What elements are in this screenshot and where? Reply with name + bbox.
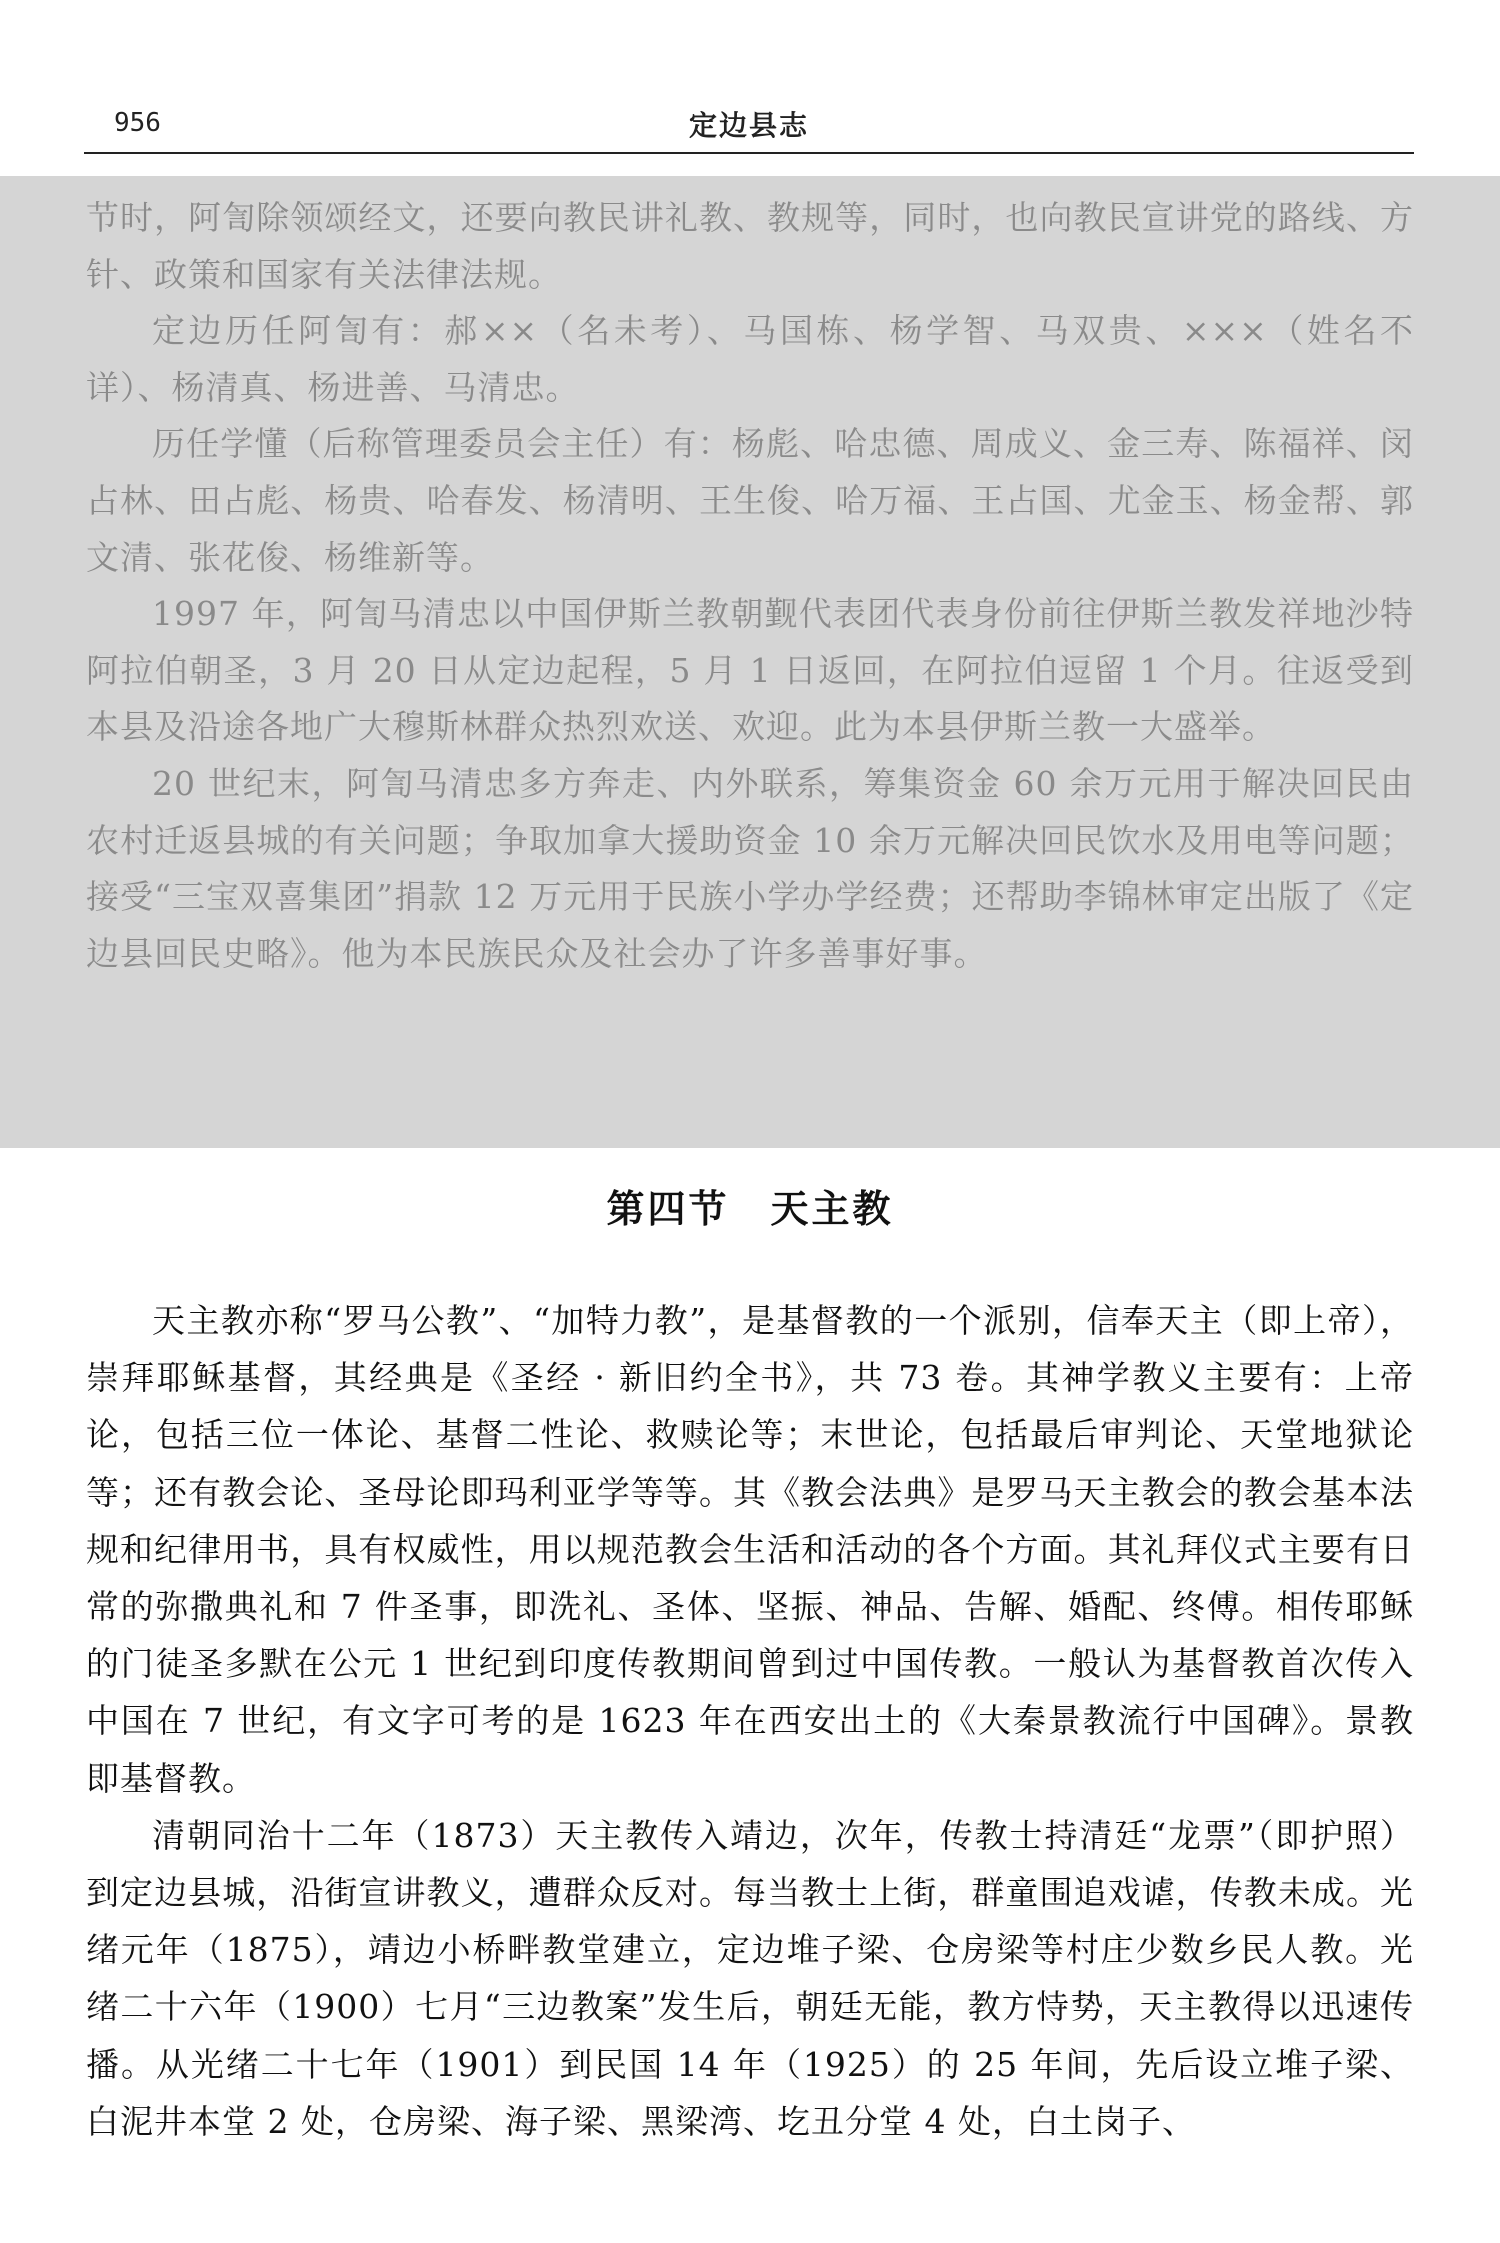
shaded-paragraph: 20 世纪末，阿訇马清忠多方奔走、内外联系，筹集资金 60 余万元用于解决回民由农村迁返县城的有关问题；争取加拿大援助资金 10 余万元解决回民饮水及用电等问题；接受“三宝双喜集团”捐款 12 万元用于民族小学办学经费；还帮助李锦林审定出版了《定边县回民史略》。他为本民族民众及社会办了许多善事好事。: [86, 763, 1414, 973]
book-title: 定边县志: [688, 109, 809, 142]
section-heading: 第四节 天主教: [606, 1187, 894, 1231]
body-paragraph: 清朝同治十二年（1873）天主教传入靖边，次年，传教士持清廷“龙票”（即护照）到定边县城，沿街宣讲教义，遭群众反对。每当教士上街，群童围追戏谑，传教未成。光绪元年（1875），靖边小桥畔教堂建立，定边堆子梁、仓房梁等村庄少数乡民人教。光绪二十六年（1900）七月“三边教案”发生后，朝廷无能，教方恃势，天主教得以迅速传播。从光绪二十七年（1901）到民国 14 年（1925）的 25 年间，先后设立堆子梁、白泥井本堂 2 处，仓房梁、海子梁、黑梁湾、圪丑分堂 4 处，白土岗子、: [86, 1815, 1414, 2141]
shaded-passage: [0, 176, 1500, 1148]
shaded-passage-text: [86, 190, 1414, 982]
body-paragraph: 天主教亦称“罗马公教”、“加特力教”，是基督教的一个派别，信奉天主（即上帝），崇拜耶稣基督，其经典是《圣经 · 新旧约全书》，共 73 卷。其神学教义主要有：上帝论，包括三位一体论、基督二性论、救赎论等；末世论，包括最后审判论、天堂地狱论等；还有教会论、圣母论即玛利亚学等等。其《教会法典》是罗马天主教会的教会基本法规和纪律用书，具有权威性，用以规范教会生活和活动的各个方面。其礼拜仪式主要有日常的弥撒典礼和 7 件圣事，即洗礼、圣体、坚振、神品、告解、婚配、终傅。相传耶稣的门徒圣多默在公元 1 世纪到印度传教期间曾到过中国传教。一般认为基督教首次传入中国在 7 世纪，有文字可考的是 1623 年在西安出土的《大秦景教流行中国碑》。景教即基督教。: [86, 1301, 1414, 1798]
running-header: [84, 108, 1414, 154]
shaded-paragraph: 1997 年，阿訇马清忠以中国伊斯兰教朝觐代表团代表身份前往伊斯兰教发祥地沙特阿拉伯朝圣，3 月 20 日从定边起程，5 月 1 日返回，在阿拉伯逗留 1 个月。往返受到本县及沿途各地广大穆斯林群众热烈欢送、欢迎。此为本县伊斯兰教一大盛举。: [86, 594, 1414, 747]
shaded-paragraph: 定边历任阿訇有：郝××（名未考）、马国栋、杨学智、马双贵、×××（姓名不详）、杨清真、杨进善、马清忠。: [86, 311, 1414, 407]
shaded-paragraph: 节时，阿訇除领颂经文，还要向教民讲礼教、教规等，同时，也向教民宣讲党的路线、方针、政策和国家有关法律法规。: [86, 198, 1414, 294]
shaded-paragraph: 历任学懂（后称管理委员会主任）有：杨彪、哈忠德、周成义、金三寿、陈福祥、闵占林、田占彪、杨贵、哈春发、杨清明、王生俊、哈万福、王占国、尤金玉、杨金帮、郭文清、张花俊、杨维新等。: [86, 424, 1414, 577]
page-number: 956: [114, 108, 161, 138]
section-body: [86, 1292, 1414, 2150]
